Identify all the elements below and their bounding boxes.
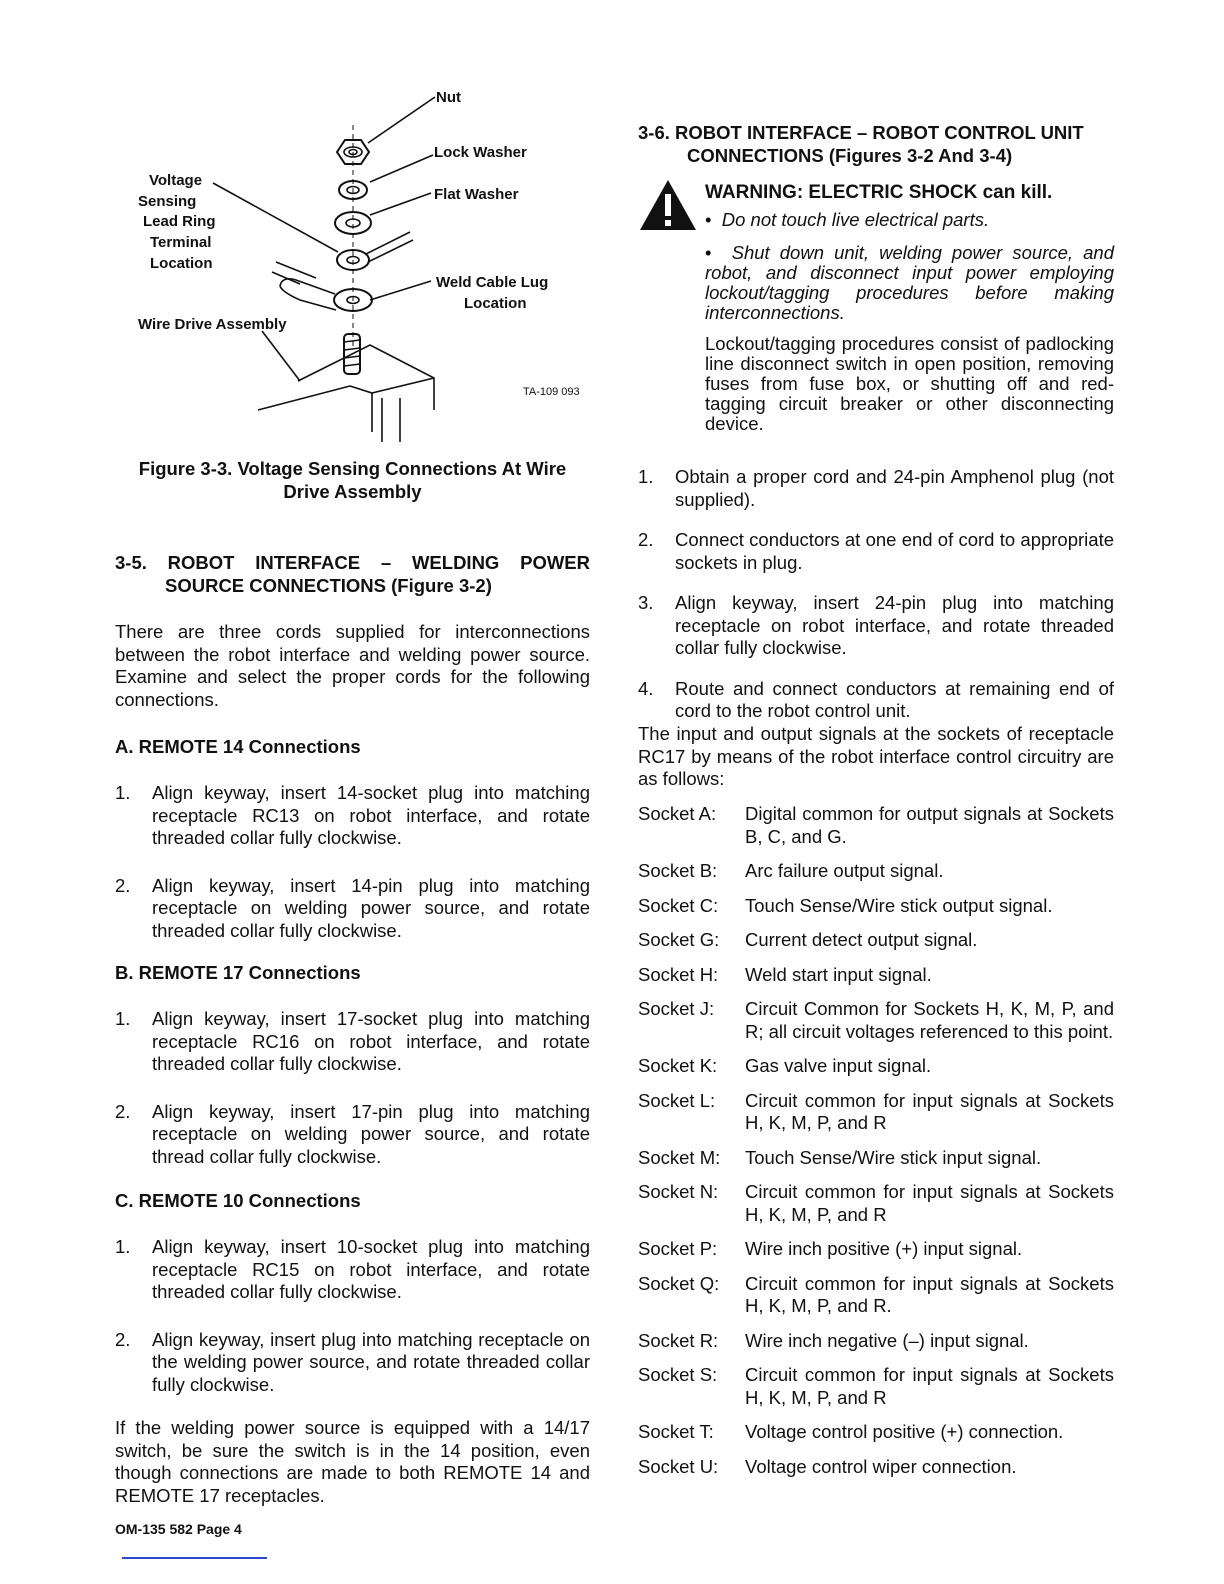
socket-row bbox=[638, 1456, 1114, 1479]
socket-description: Weld start input signal. bbox=[745, 963, 932, 985]
list-item: 1. Obtain a proper cord and 24-pin Amphenol plug (not supplied). bbox=[638, 466, 1114, 510]
section-3-5-heading-line2: SOURCE CONNECTIONS (Figure 3-2) bbox=[165, 575, 492, 596]
socket-description: Circuit common for input signals at Sockets H, K, M, P, and R bbox=[745, 1181, 1114, 1225]
label-voltage-sensing-1: Voltage bbox=[149, 172, 203, 189]
socket-key: Socket T: bbox=[638, 1421, 714, 1442]
section-3-5-heading bbox=[115, 551, 590, 597]
socket-row bbox=[638, 1147, 1114, 1170]
socket-row bbox=[638, 998, 1114, 1043]
socket-row bbox=[638, 1090, 1114, 1135]
socket-description: Arc failure output signal. bbox=[745, 860, 944, 881]
socket-key: Socket S: bbox=[638, 1364, 718, 1385]
socket-key: Socket J: bbox=[638, 998, 715, 1019]
bullet-icon: • bbox=[705, 209, 722, 230]
socket-row bbox=[638, 1273, 1114, 1318]
socket-description: Current detect output signal. bbox=[745, 929, 978, 950]
socket-key: Socket L: bbox=[638, 1089, 716, 1111]
figure-caption-line2: Drive Assembly bbox=[283, 481, 422, 502]
socket-description: Circuit common for input signals at Sockets H, K, M, P, and R bbox=[745, 1364, 1114, 1408]
label-voltage-sensing-2: Sensing bbox=[138, 193, 197, 210]
socket-description: Wire inch negative (–) input signal. bbox=[745, 1329, 1029, 1351]
list-item: 2. Align keyway, insert 17-pin plug into matching receptacle on welding power source, and rotate thread collar fully clockwise. bbox=[115, 1100, 590, 1167]
bullet-icon: • bbox=[705, 242, 732, 263]
section-3-6-heading bbox=[638, 121, 1114, 167]
socket-key: Socket G: bbox=[638, 929, 720, 950]
socket-row bbox=[638, 895, 1114, 918]
socket-description: Voltage control wiper connection. bbox=[745, 1455, 1017, 1477]
label-voltage-sensing-3: Lead Ring bbox=[143, 213, 216, 230]
socket-key: Socket Q: bbox=[638, 1272, 720, 1294]
socket-description: Gas valve input signal. bbox=[745, 1055, 932, 1076]
socket-description: Circuit common for input signals at Sockets H, K, M, P, and R bbox=[745, 1089, 1114, 1133]
figure-caption-line1: Figure 3-3. Voltage Sensing Connections At Wire bbox=[138, 458, 567, 479]
socket-key: Socket R: bbox=[638, 1329, 719, 1351]
section-3-5-heading-line1: 3-5. ROBOT INTERFACE – WELDING POWER bbox=[115, 552, 590, 573]
socket-key: Socket U: bbox=[638, 1455, 719, 1477]
label-wire-drive: Wire Drive Assembly bbox=[138, 316, 287, 333]
section-3-6-heading-line2: CONNECTIONS (Figures 3-2 And 3-4) bbox=[687, 145, 1013, 166]
page-footer: OM-135 582 Page 4 bbox=[115, 1521, 242, 1537]
socket-key: Socket H: bbox=[638, 963, 719, 985]
figure-caption bbox=[115, 457, 590, 503]
list-item: 1. Align keyway, insert 17-socket plug into matching receptacle RC16 on robot interface, and rotate threaded collar fully clockwise. bbox=[115, 1008, 590, 1074]
list-item: 1. Align keyway, insert 14-socket plug into matching receptacle RC13 on robot interface, and rotate threaded collar fully clockwise. bbox=[115, 782, 590, 848]
socket-key: Socket P: bbox=[638, 1238, 718, 1259]
label-voltage-sensing-4: Terminal bbox=[150, 234, 212, 251]
list-item: 2. Align keyway, insert plug into matching receptacle on the welding power source, and rotate threaded collar fully clockwise. bbox=[115, 1328, 590, 1395]
socket-description: Touch Sense/Wire stick output signal. bbox=[745, 894, 1053, 916]
section-3-5-intro: There are three cords supplied for interconnections between the robot interface and welding power source. Examine and select the proper cords for the following connections. bbox=[115, 621, 590, 710]
socket-key: Socket M: bbox=[638, 1146, 721, 1168]
warning-triangle-icon bbox=[638, 178, 698, 232]
list-item: 1. Align keyway, insert 10-socket plug into matching receptacle RC15 on robot interface, and rotate threaded collar fully clockwise. bbox=[115, 1236, 590, 1302]
label-weld-cable-lug-2: Location bbox=[464, 295, 527, 312]
socket-key: Socket C: bbox=[638, 894, 719, 916]
subsection-c-steps bbox=[115, 1236, 590, 1417]
subsection-a-heading: A. REMOTE 14 Connections bbox=[115, 736, 361, 757]
socket-description: Digital common for output signals at Sockets B, C, and G. bbox=[745, 803, 1114, 847]
section-3-6-heading-line1: 3-6. ROBOT INTERFACE – ROBOT CONTROL UNIT bbox=[638, 122, 1084, 143]
list-item: 2. Connect conductors at one end of cord to appropriate sockets in plug. bbox=[638, 529, 1114, 573]
label-voltage-sensing-5: Location bbox=[150, 255, 213, 272]
label-weld-cable-lug-1: Weld Cable Lug bbox=[436, 274, 549, 291]
socket-row bbox=[638, 1238, 1114, 1261]
footer-rule bbox=[122, 1557, 267, 1559]
socket-row bbox=[638, 803, 1114, 848]
socket-description: Wire inch positive (+) input signal. bbox=[745, 1238, 1023, 1259]
socket-row bbox=[638, 929, 1114, 952]
socket-key: Socket A: bbox=[638, 803, 717, 824]
warning-bullet-1: • Do not touch live electrical parts. bbox=[705, 209, 990, 230]
socket-description: Voltage control positive (+) connection. bbox=[745, 1421, 1064, 1442]
warning-block bbox=[705, 181, 1114, 434]
socket-row bbox=[638, 1421, 1114, 1444]
label-lock-washer: Lock Washer bbox=[434, 144, 527, 161]
socket-row bbox=[638, 1181, 1114, 1226]
label-nut: Nut bbox=[436, 89, 461, 106]
socket-key: Socket K: bbox=[638, 1055, 718, 1076]
warning-bullet-2: • Shut down unit, welding power source, and robot, and disconnect input power employing lockout/tagging procedures before making interconnections. bbox=[705, 242, 1115, 323]
socket-description: Circuit Common for Sockets H, K, M, P, and R; all circuit voltages referenced to this point. bbox=[745, 998, 1114, 1042]
warning-body: Lockout/tagging procedures consist of padlocking line disconnect switch in open position, removing fuses from fuse box, or shutting off and red-tagging circuit breaker or other disconnecting device. bbox=[705, 333, 1114, 434]
figure-ref: TA-109 093 bbox=[523, 386, 580, 398]
list-item: 2. Align keyway, insert 14-pin plug into matching receptacle on welding power source, and rotate threaded collar fully clockwise. bbox=[115, 874, 590, 941]
section-3-5-note: If the welding power source is equipped with a 14/17 switch, be sure the switch is in the 14 position, even though connections are made to both REMOTE 14 and REMOTE 17 receptacles. bbox=[115, 1417, 590, 1506]
subsection-c-heading: C. REMOTE 10 Connections bbox=[115, 1190, 361, 1211]
socket-row bbox=[638, 1055, 1114, 1078]
socket-row bbox=[638, 964, 1114, 987]
socket-row bbox=[638, 860, 1114, 883]
label-flat-washer: Flat Washer bbox=[434, 186, 519, 203]
subsection-a-steps bbox=[115, 782, 590, 963]
warning-title: WARNING: ELECTRIC SHOCK can kill. bbox=[705, 182, 1053, 203]
socket-row bbox=[638, 1364, 1114, 1409]
section-3-6-steps bbox=[638, 466, 1114, 744]
socket-description: Circuit common for input signals at Sockets H, K, M, P, and R. bbox=[745, 1272, 1114, 1316]
socket-description: Touch Sense/Wire stick input signal. bbox=[745, 1146, 1042, 1168]
list-item: 3. Align keyway, insert 24-pin plug into matching receptacle on robot interface, and rotate threaded collar fully clockwise. bbox=[638, 592, 1114, 658]
subsection-b-heading: B. REMOTE 17 Connections bbox=[115, 962, 361, 983]
list-item: 4. Route and connect conductors at remaining end of cord to the robot control unit. bbox=[638, 677, 1114, 721]
subsection-b-steps bbox=[115, 1008, 590, 1189]
socket-row bbox=[638, 1330, 1114, 1353]
socket-table bbox=[638, 803, 1114, 1490]
signals-intro: The input and output signals at the sockets of receptacle RC17 by means of the robot interface control circuitry are as follows: bbox=[638, 723, 1114, 789]
socket-key: Socket B: bbox=[638, 860, 718, 881]
socket-key: Socket N: bbox=[638, 1181, 719, 1202]
